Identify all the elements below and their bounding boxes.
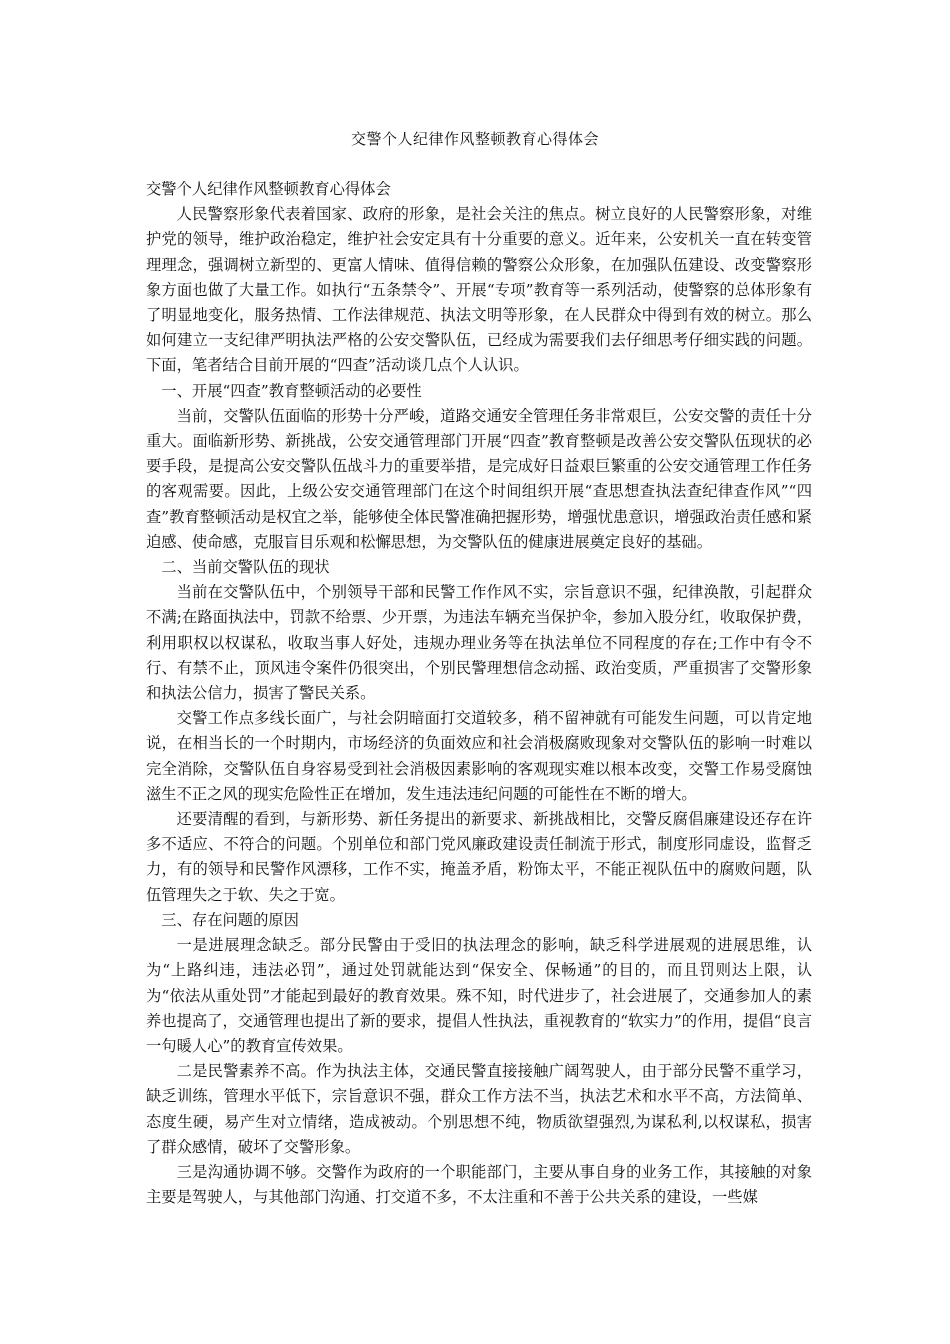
paragraph-status-1: 当前在交警队伍中，个别领导干部和民警工作作风不实，宗旨意识不强，纪律涣散，引起群众不满;在路面执法中，罚款不给票、少开票，为违法车辆充当保护伞，参加入股分红，收取保护费，利用职权以权谋私，收取当事人好处，违规办理业务等在执法单位不同程度的存在;工作中有令不行、有禁不止，顶风违令案件仍很突出，个别民警理想信念动摇、政治变质，严重损害了交警形象和执法公信力，损害了警民关系。 [146,583,812,703]
paragraph-status-3: 还要清醒的看到，与新形势、新任务提出的新要求、新挑战相比，交警反腐倡廉建设还存在许多不适应、不符合的问题。个别单位和部门党风廉政建设责任制流于形式，制度形同虚设，监督乏力，有的领导和民警作风漂移，工作不实，掩盖矛盾，粉饰太平，不能正视队伍中的腐败问题，队伍管理失之于软、失之于宽。 [146,810,812,904]
document-subtitle: 交警个人纪律作风整顿教育心得体会 [146,180,391,198]
paragraph-cause-3: 三是沟通协调不够。交警作为政府的一个职能部门，主要从事自身的业务工作，其接触的对象主要是驾驶人，与其他部门沟通、打交道不多，不太注重和不善于公共关系的建设，一些媒 [146,1162,812,1207]
paragraph-cause-1: 一是进展理念缺乏。部分民警由于受旧的执法理念的影响，缺乏科学进展观的进展思维，认为“上路纠违，违法必罚”，通过处罚就能达到“保安全、保畅通”的目的，而且罚则达上限，认为“依法从重处罚”才能起到最好的教育效果。殊不知，时代进步了，社会进展了，交通参加人的素养也提高了，交通管理也提出了新的要求，提倡人性执法，重视教育的“软实力”的作用，提倡“良言一句暖人心”的教育宣传效果。 [146,936,812,1055]
section-heading-3: 三、存在问题的原因 [161,910,299,929]
section-heading-2: 二、当前交警队伍的现状 [161,558,330,577]
paragraph-necessity: 当前，交警队伍面临的形势十分严峻，道路交通安全管理任务非常艰巨，公安交警的责任十分重大。面临新形势、新挑战，公安交通管理部门开展“四查”教育整顿是改善公安交警队伍现状的必要手段，是提高公安交警队伍战斗力的重要举措，是完成好日益艰巨繁重的公安交通管理工作任务的客观需要。因此，上级公安交通管理部门在这个时间组织开展“查思想查执法查纪律查作风”“四查”教育整顿活动是权宜之举，能够使全体民警准确把握形势，增强忧患意识，增强政治责任感和紧迫感、使命感，克服盲目乐观和松懈思想，为交警队伍的健康进展奠定良好的基础。 [146,406,812,551]
section-heading-1: 一、开展“四查”教育整顿活动的必要性 [161,381,422,400]
paragraph-cause-2: 二是民警素养不高。作为执法主体，交通民警直接接触广阔驾驶人，由于部分民警不重学习，缺乏训练，管理水平低下，宗旨意识不强，群众工作方法不当，执法艺术和水平不高，方法简单、态度生硬，易产生对立情绪，造成被动。个别思想不纯，物质欲望强烈,为谋私利,以权谋私，损害了群众感情，破坏了交警形象。 [146,1062,812,1156]
paragraph-status-2: 交警工作点多线长面广，与社会阴暗面打交道较多，稍不留神就有可能发生问题，可以肯定地说，在相当长的一个时期内，市场经济的负面效应和社会消极腐败现象对交警队伍的影响一时难以完全消除，交警队伍自身容易受到社会消极因素影响的客观现实难以根本改变，交警工作易受腐蚀滋生不正之风的现实危险性正在增加，发生违法违纪问题的可能性在不断的增大。 [146,709,812,803]
document-title: 交警个人纪律作风整顿教育心得体会 [350,130,599,148]
document-body [146,177,812,1210]
paragraph-intro: 人民警察形象代表着国家、政府的形象，是社会关注的焦点。树立良好的人民警察形象，对维护党的领导，维护政治稳定，维护社会安定具有十分重要的意义。近年来，公安机关一直在转变管理理念，强调树立新型的、更富人情味、值得信赖的警察公众形象，在加强队伍建设、改变警察形象方面也做了大量工作。如执行“五条禁令”、开展“专项”教育等一系列活动，使警察的总体形象有了明显地变化，服务热情、工作法律规范、执法文明等形象，在人民群众中得到有效的树立。那么如何建立一支纪律严明执法严格的公安交警队伍，已经成为需要我们去仔细思考仔细实践的问题。下面，笔者结合目前开展的“四查”活动谈几点个人认识。 [146,205,812,375]
